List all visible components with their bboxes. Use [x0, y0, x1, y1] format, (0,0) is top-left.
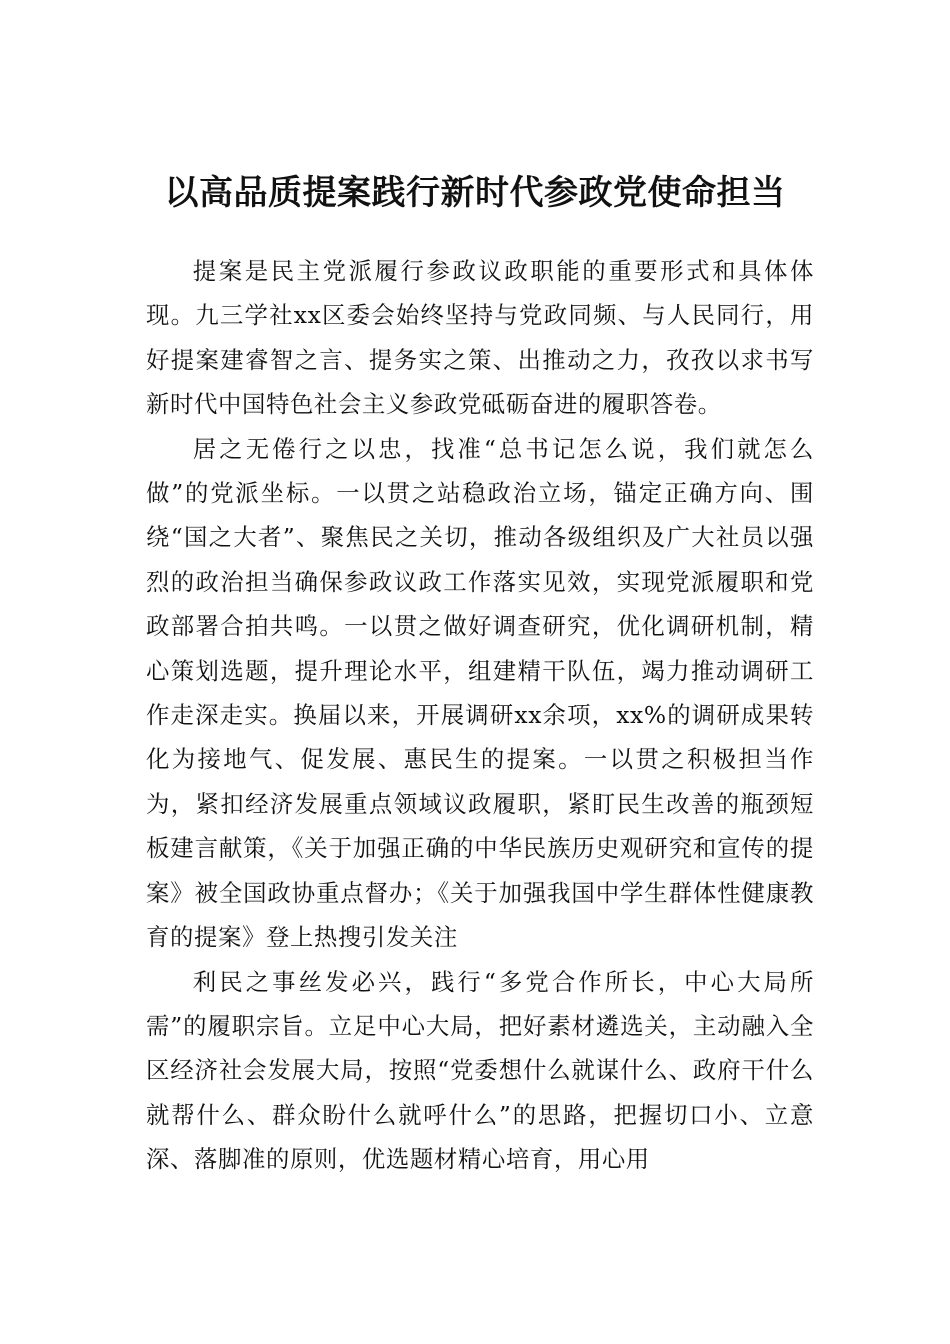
document-body [146, 249, 814, 1182]
document-title: 以高品质提案践行新时代参政党使命担当 [164, 173, 786, 213]
paragraph: 利民之事丝发必兴，践行“多党合作所长，中心大局所需”的履职宗旨。立足中心大局，把好素材遴选关，主动融入全区经济社会发展大局，按照“党委想什么就谋什么、政府干什么就帮什么、群众盼什么就呼什么”的思路，把握切口小、立意深、落脚准的原则，优选题材精心培育，用心用 [146, 967, 814, 1174]
paragraph: 居之无倦行之以忠，找准“总书记怎么说，我们就怎么做”的党派坐标。一以贯之站稳政治立场，锚定正确方向、围绕“国之大者”、聚焦民之关切，推动各级组织及广大社员以强烈的政治担当确保参政议政工作落实见效，实现党派履职和党政部署合拍共鸣。一以贯之做好调查研究，优化调研机制，精心策划选题，提升理论水平，组建精干队伍，竭力推动调研工作走深走实。换届以来，开展调研xx余项，xx%的调研成果转化为接地气、促发展、惠民生的提案。一以贯之积极担当作为，紧扣经济发展重点领域议政履职，紧盯民生改善的瓶颈短板建言献策，《关于加强正确的中华民族历史观研究和宣传的提案》被全国政协重点督办；《关于加强我国中学生群体性健康教育的提案》登上热搜引发关注 [146, 434, 814, 952]
paragraph: 提案是民主党派履行参政议政职能的重要形式和具体体现。九三学社xx区委会始终坚持与党政同频、与人民同行，用好提案建睿智之言、提务实之策、出推动之力，孜孜以求书写新时代中国特色社会主义参政党砥砺奋进的履职答卷。 [146, 257, 814, 419]
